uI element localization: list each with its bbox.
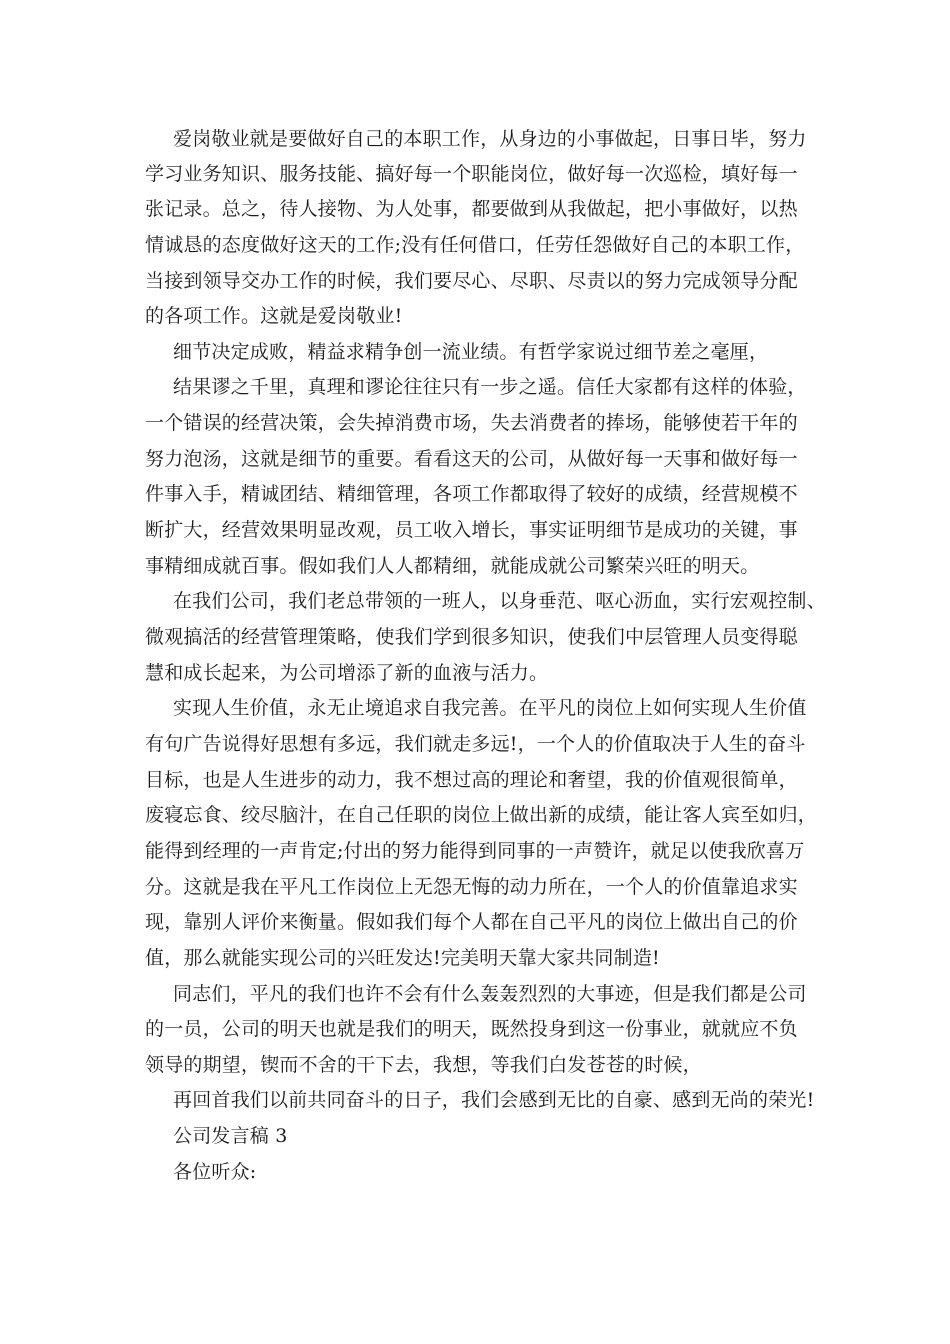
text-line: 微观搞活的经营管理策略，使我们学到很多知识，使我们中层管理人员变得聪 <box>145 626 798 648</box>
text-line: 废寝忘食、绞尽脑汁，在自己任职的岗位上做出新的成绩，能让客人宾至如归， <box>145 804 818 826</box>
text-line: 的各项工作。这就是爱岗敬业! <box>145 305 403 327</box>
text-line: 的一员，公司的明天也就是我们的明天，既然投身到这一份事业，就就应不负 <box>145 1018 798 1040</box>
text-line: 细节决定成败，精益求精争创一流业绩。有哲学家说过细节差之毫厘， <box>173 341 769 363</box>
text-line: 领导的期望，锲而不舍的干下去，我想，等我们白发苍苍的时候， <box>145 1054 702 1076</box>
text-line: 实现人生价值，永无止境追求自我完善。在平凡的岗位上如何实现人生价值 <box>173 697 807 719</box>
text-line: 当接到领导交办工作的时候，我们要尽心、尽职、尽责以的努力完成领导分配 <box>145 270 798 292</box>
text-line: 件事入手，精诚团结、精细管理，各项工作都取得了较好的成绩，经营规模不 <box>145 483 798 505</box>
text-line: 情诚恳的态度做好这天的工作;没有任何借口，任劳任怨做好自己的本职工作， <box>145 234 805 256</box>
text-line: 在我们公司，我们老总带领的一班人，以身垂范、呕心沥血，实行宏观控制、 <box>173 590 826 612</box>
text-line: 爱岗敬业就是要做好自己的本职工作，从身边的小事做起，日事日毕，努力 <box>173 128 807 150</box>
text-line: 同志们，平凡的我们也许不会有什么轰轰烈烈的大事迹，但是我们都是公司 <box>173 983 807 1005</box>
text-line: 学习业务知识、服务技能、搞好每一个职能岗位，做好每一次巡检，填好每一 <box>145 163 798 185</box>
text-line: 努力泡汤，这就是细节的重要。看看这天的公司，从做好每一天事和做好每一 <box>145 448 798 470</box>
text-line: 慧和成长起来，为公司增添了新的血液与活力。 <box>145 662 549 684</box>
text-line: 事精细成就百事。假如我们人人都精细，就能成就公司繁荣兴旺的明天。 <box>145 555 760 577</box>
text-line: 断扩大，经营效果明显改观，员工收入增长，事实证明细节是成功的关键，事 <box>145 519 798 541</box>
text-line: 能得到经理的一声肯定;付出的努力能得到同事的一声赞许，就足以使我欣喜万 <box>145 840 805 862</box>
text-line: 值，那么就能实现公司的兴旺发达!完美明天靠大家共同制造! <box>145 947 660 969</box>
text-line: 分。这就是我在平凡工作岗位上无怨无悔的动力所在，一个人的价值靠追求实 <box>145 876 798 898</box>
text-line: 一个错误的经营决策，会失掉消费市场，失去消费者的捧场，能够使若干年的 <box>145 412 798 434</box>
text-line: 张记录。总之，待人接物、为人处事，都要做到从我做起，把小事做好，以热 <box>145 198 798 220</box>
text-line: 目标，也是人生进步的动力，我不想过高的理论和奢望，我的价值观很简单， <box>145 769 798 791</box>
section-heading: 公司发言稿 3 <box>173 1125 288 1147</box>
salutation: 各位听众: <box>173 1161 257 1183</box>
text-line: 现，靠别人评价来衡量。假如我们每个人都在自己平凡的岗位上做出自己的价 <box>145 911 798 933</box>
text-line: 结果谬之千里，真理和谬论往往只有一步之遥。信任大家都有这样的体验， <box>173 376 807 398</box>
text-line: 再回首我们以前共同奋斗的日子，我们会感到无比的自豪、感到无尚的荣光! <box>173 1089 815 1111</box>
text-line: 有句广告说得好思想有多远，我们就走多远!，一个人的价值取决于人生的奋斗 <box>145 733 806 755</box>
